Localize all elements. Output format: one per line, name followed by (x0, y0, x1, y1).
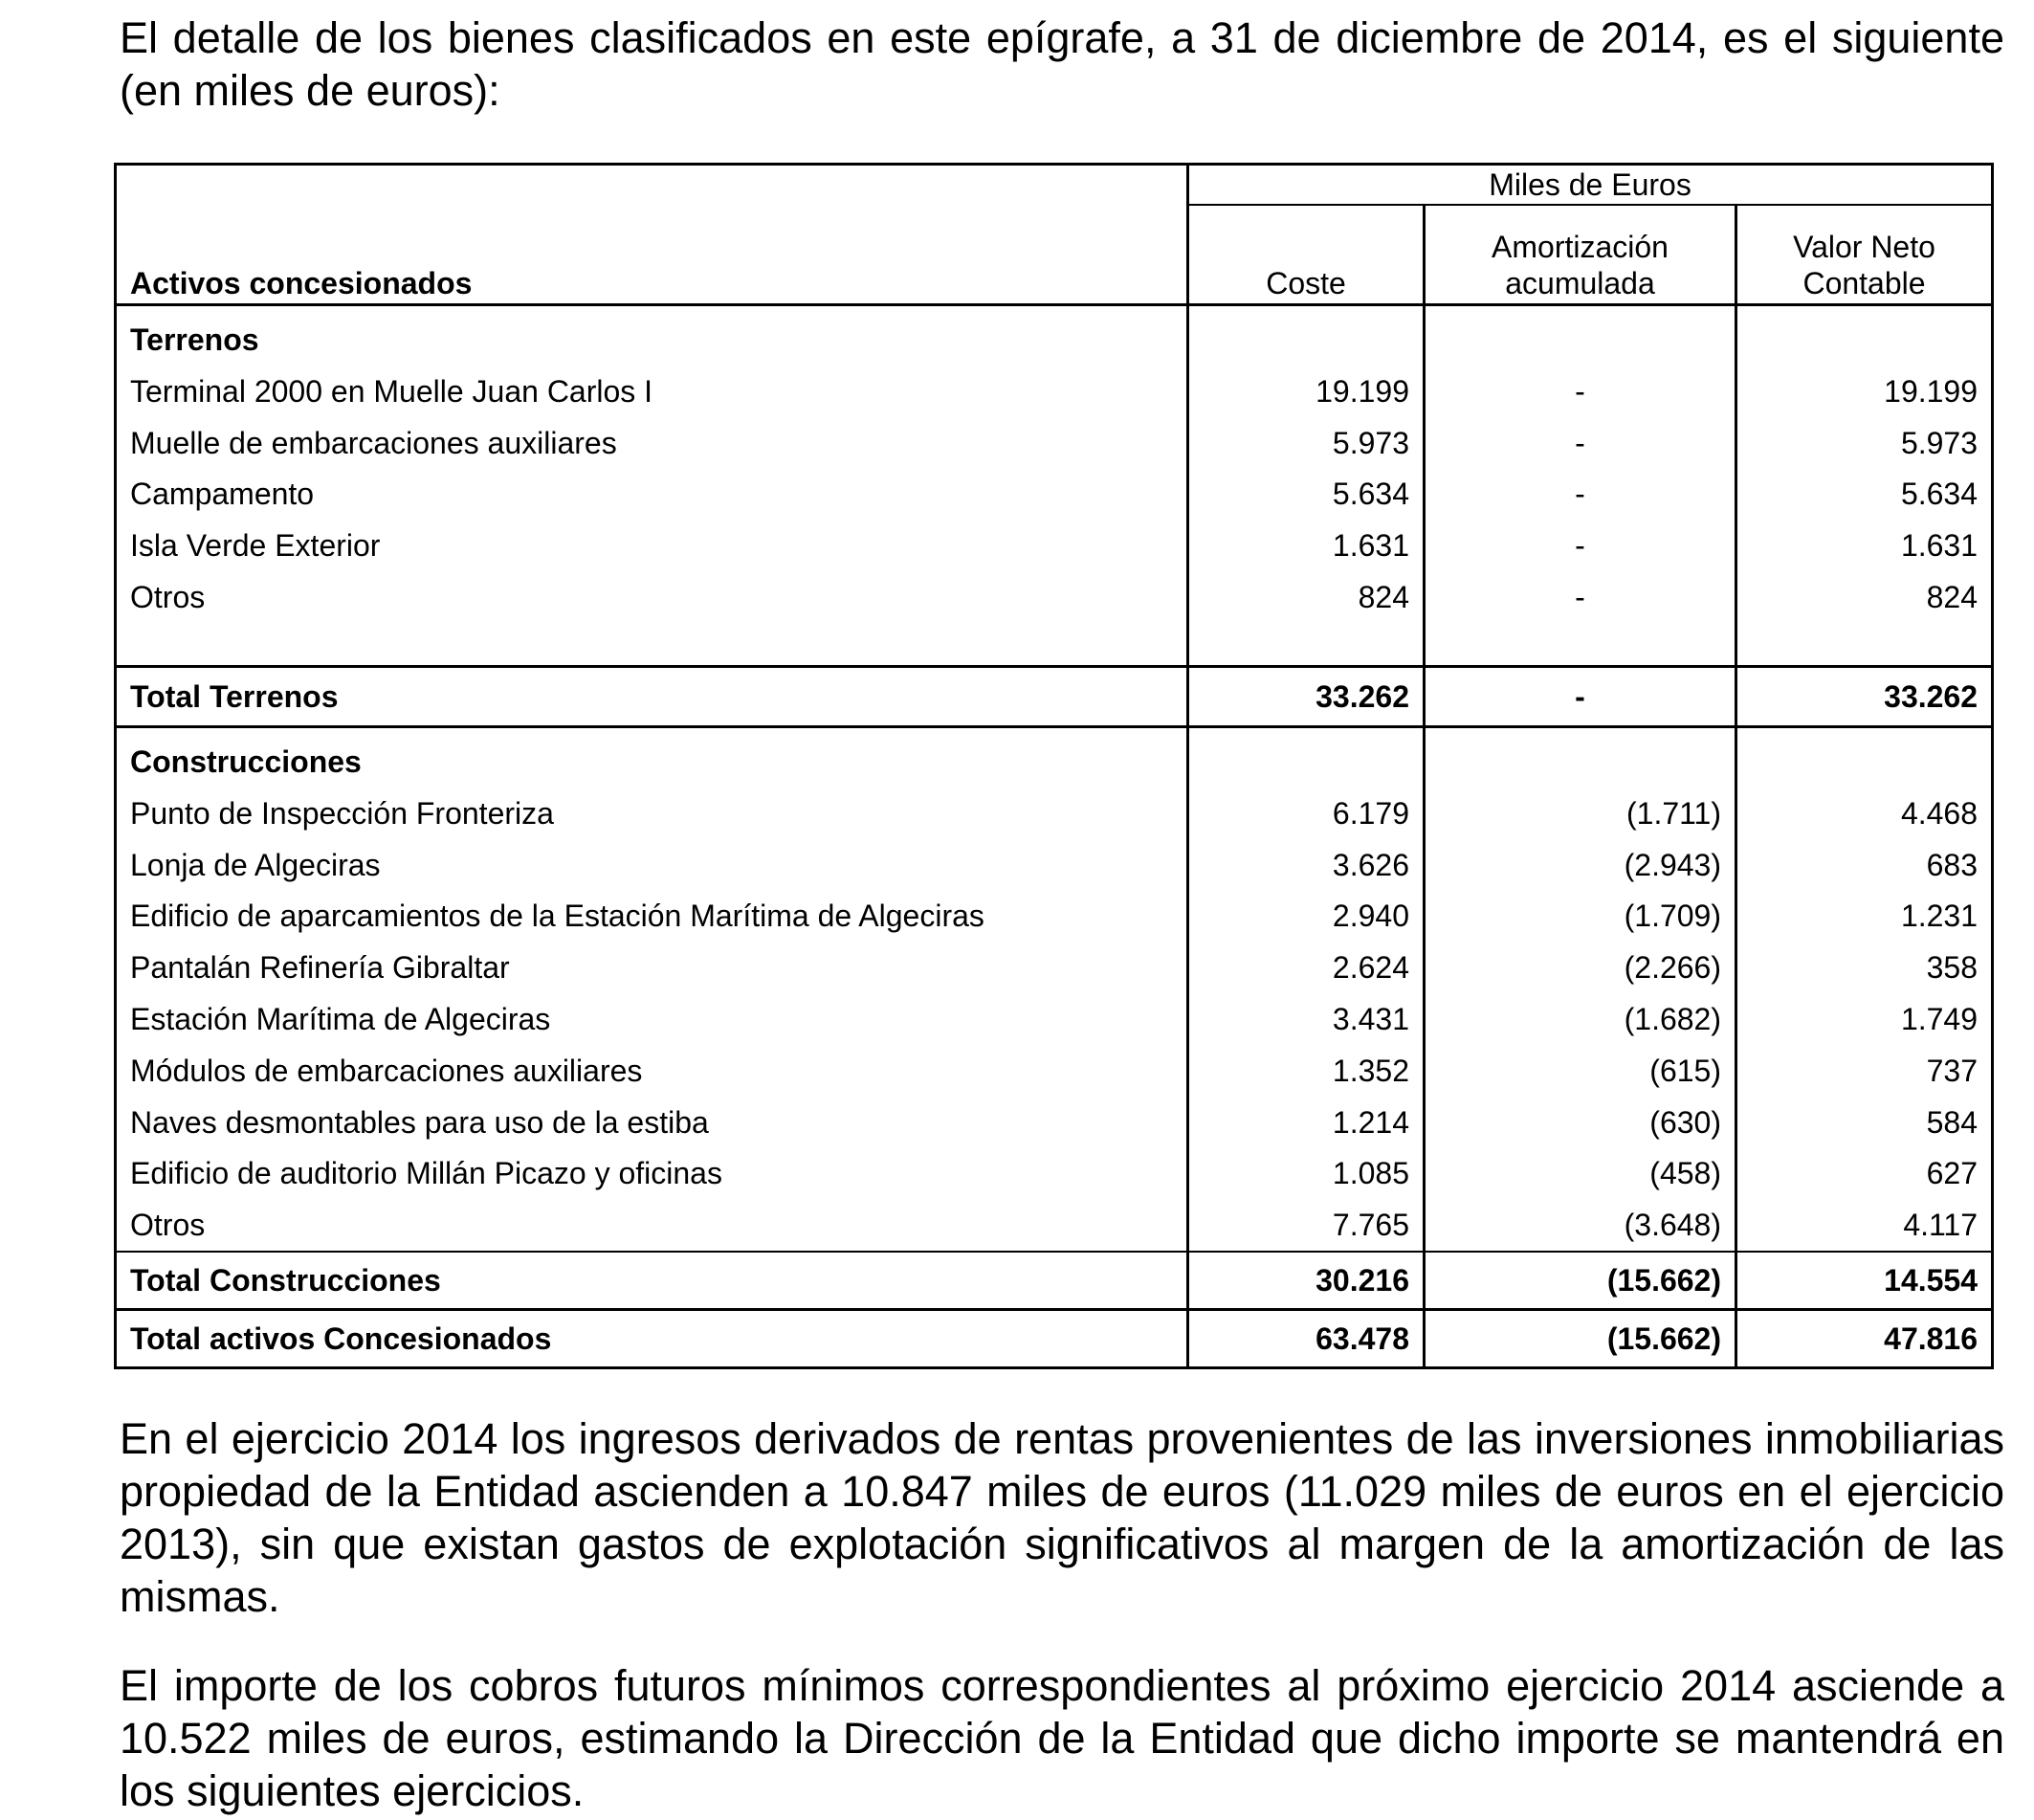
table-row (116, 891, 1993, 943)
row-cost: 1.352 (1188, 1045, 1425, 1097)
row-net: 683 (1736, 839, 1993, 891)
row-net: 358 (1736, 942, 1993, 993)
row-net: 5.973 (1736, 417, 1993, 469)
total-amort: (15.662) (1425, 1252, 1736, 1310)
row-net: 1.631 (1736, 520, 1993, 571)
intro-paragraph: El detalle de los bienes clasificados en este epígrafe, a 31 de diciembre de 2014, es el siguiente (en miles de euros): (120, 13, 2004, 115)
income-paragraph: En el ejercicio 2014 los ingresos derivados de rentas provenientes de las inversiones inmobiliarias propiedad de la Entidad ascienden a 10.847 miles de euros (11.029 miles de euros en el ejercicio 2013), sin que existan gastos de explotación significativos al margen de la amortización de las mismas. (120, 1414, 2004, 1621)
row-net: 5.634 (1736, 469, 1993, 521)
section-heading-row (116, 305, 1993, 366)
table-row (116, 520, 1993, 571)
total-name: Total Construcciones (116, 1252, 1188, 1310)
concession-assets-table (114, 163, 1994, 1369)
row-cost: 2.940 (1188, 891, 1425, 943)
row-amort: (615) (1425, 1045, 1736, 1097)
row-net: 19.199 (1736, 366, 1993, 417)
row-cost: 824 (1188, 571, 1425, 623)
row-name: Edificio de aparcamientos de la Estación Marítima de Algeciras (130, 899, 984, 934)
row-cost: 6.179 (1188, 788, 1425, 839)
table-row (116, 942, 1993, 993)
row-cost: 2.624 (1188, 942, 1425, 993)
table-row (116, 469, 1993, 521)
row-name: Muelle de embarcaciones auxiliares (130, 425, 617, 460)
row-name: Pantalán Refinería Gibraltar (130, 950, 510, 986)
total-row-terrenos (116, 666, 1993, 726)
row-net: 627 (1736, 1148, 1993, 1200)
header-coste: Coste (1188, 205, 1425, 305)
header-valor-neto-line1: Valor Neto (1793, 230, 1935, 264)
row-net: 4.117 (1736, 1199, 1993, 1252)
grand-total-row (116, 1310, 1993, 1368)
row-amort: (1.682) (1425, 993, 1736, 1045)
row-amort: (3.648) (1425, 1199, 1736, 1252)
row-amort: (1.711) (1425, 788, 1736, 839)
total-amort: - (1425, 666, 1736, 726)
total-cost: 33.262 (1188, 666, 1425, 726)
table-row (116, 1148, 1993, 1200)
table-row (116, 1045, 1993, 1097)
row-name: Terminal 2000 en Muelle Juan Carlos I (130, 373, 653, 409)
row-cost: 1.085 (1188, 1148, 1425, 1200)
row-net: 4.468 (1736, 788, 1993, 839)
row-net: 824 (1736, 571, 1993, 623)
header-valor-neto-line2: Contable (1802, 266, 1926, 300)
total-net: 14.554 (1736, 1252, 1993, 1310)
table-row (116, 788, 1993, 839)
header-amortizacion-line2: acumulada (1505, 266, 1655, 300)
row-amort: - (1425, 469, 1736, 521)
row-amort: - (1425, 520, 1736, 571)
total-name: Total Terrenos (116, 666, 1188, 726)
row-name: Módulos de embarcaciones auxiliares (130, 1053, 643, 1088)
table-row (116, 1199, 1993, 1252)
row-name: Campamento (130, 477, 315, 512)
row-cost: 3.431 (1188, 993, 1425, 1045)
table-row (116, 366, 1993, 417)
row-cost: 7.765 (1188, 1199, 1425, 1252)
total-cost: 30.216 (1188, 1252, 1425, 1310)
spacer-row (116, 623, 1993, 667)
section-heading-row (116, 726, 1993, 788)
row-amort: (1.709) (1425, 891, 1736, 943)
row-name: Lonja de Algeciras (130, 847, 381, 882)
header-miles-de-euros: Miles de Euros (1188, 165, 1993, 206)
row-name: Otros (130, 580, 206, 615)
row-amort: - (1425, 417, 1736, 469)
row-net: 1.749 (1736, 993, 1993, 1045)
row-amort: - (1425, 571, 1736, 623)
row-amort: - (1425, 366, 1736, 417)
row-name: Edificio de auditorio Millán Picazo y oficinas (130, 1156, 722, 1191)
row-amort: (458) (1425, 1148, 1736, 1200)
header-activos: Activos concesionados (116, 165, 1188, 305)
row-name: Isla Verde Exterior (130, 528, 381, 564)
row-cost: 5.634 (1188, 469, 1425, 521)
grand-total-amort: (15.662) (1425, 1310, 1736, 1368)
row-name: Naves desmontables para uso de la estiba (130, 1104, 709, 1140)
grand-total-net: 47.816 (1736, 1310, 1993, 1368)
table-row (116, 417, 1993, 469)
row-name: Estación Marítima de Algeciras (130, 1002, 551, 1037)
header-valor-neto (1736, 205, 1993, 305)
row-cost: 5.973 (1188, 417, 1425, 469)
section-title-terrenos: Terrenos (130, 322, 259, 357)
row-cost: 19.199 (1188, 366, 1425, 417)
table-row (116, 993, 1993, 1045)
row-net: 737 (1736, 1045, 1993, 1097)
row-amort: (2.943) (1425, 839, 1736, 891)
grand-total-cost: 63.478 (1188, 1310, 1425, 1368)
row-name: Punto de Inspección Fronteriza (130, 795, 554, 831)
table-header-row-group (116, 165, 1993, 206)
row-cost: 3.626 (1188, 839, 1425, 891)
future-collections-paragraph: El importe de los cobros futuros mínimos correspondientes al próximo ejercicio 2014 asciende a 10.522 miles de euros, estimando la Dirección de la Entidad que dicho importe se mantendrá en los siguientes ejercicios. (120, 1661, 2004, 1815)
table-row (116, 1097, 1993, 1148)
header-amortizacion-line1: Amortización (1492, 230, 1669, 264)
table-row (116, 839, 1993, 891)
total-row-construcciones (116, 1252, 1993, 1310)
row-cost: 1.214 (1188, 1097, 1425, 1148)
section-title-construcciones: Construcciones (130, 744, 362, 779)
row-amort: (630) (1425, 1097, 1736, 1148)
row-name: Otros (130, 1208, 206, 1243)
row-amort: (2.266) (1425, 942, 1736, 993)
grand-total-name: Total activos Concesionados (116, 1310, 1188, 1368)
total-net: 33.262 (1736, 666, 1993, 726)
row-net: 584 (1736, 1097, 1993, 1148)
table-row (116, 571, 1993, 623)
header-amortizacion (1425, 205, 1736, 305)
row-net: 1.231 (1736, 891, 1993, 943)
row-cost: 1.631 (1188, 520, 1425, 571)
